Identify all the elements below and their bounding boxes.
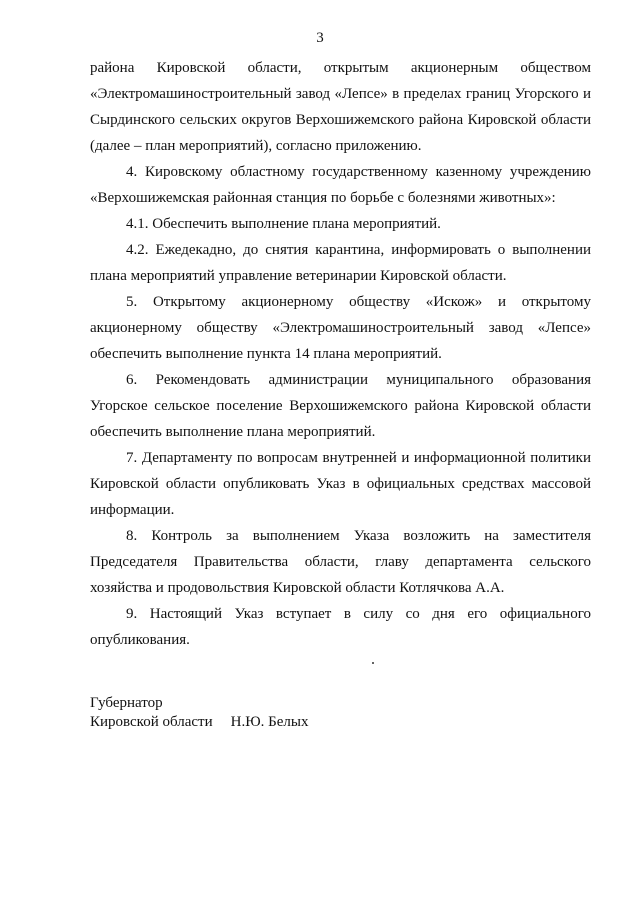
signature-region: Кировской области xyxy=(90,714,213,730)
paragraph-item-8: 8. Контроль за выполнением Указа возложить на заместителя Председателя Правительства области, главу департамента сельского хозяйства и продовольствия Кировской области Котлячкова А.А. xyxy=(90,528,591,596)
paragraph-item-7: 7. Департаменту по вопросам внутренней и информационной политики Кировской области опубликовать Указ в официальных средствах массовой информации. xyxy=(90,450,591,518)
paragraph-item-6: 6. Рекомендовать администрации муниципального образования Угорское сельское поселение Верхошижемского района Кировской области обеспечить выполнение плана мероприятий. xyxy=(90,372,591,440)
signature-name: Н.Ю. Белых xyxy=(230,714,309,730)
signature-region-line xyxy=(90,713,308,732)
paragraph-item-5: 5. Открытому акционерному обществу «Искож» и открытому акционерному обществу «Электромашиностроительный завод «Лепсе» обеспечить выполнение пункта 14 плана мероприятий. xyxy=(90,294,591,362)
paragraph-item-9: 9. Настоящий Указ вступает в силу со дня его официального опубликования. xyxy=(90,606,591,648)
signature-block xyxy=(90,694,308,732)
signature-title: Губернатор xyxy=(90,695,163,711)
paragraph-item-4: 4. Кировскому областному государственному казенному учреждению «Верхошижемская районная станция по борьбе с болезнями животных»: xyxy=(90,164,591,206)
scan-speck xyxy=(372,662,374,664)
document-body xyxy=(90,55,591,653)
paragraph-continuation: района Кировской области, открытым акционерным обществом «Электромашиностроительный завод «Лепсе» в пределах границ Угорского и Сырдинского сельских округов Верхошижемского района Кировской области (далее – план мероприятий), согласно приложению. xyxy=(90,60,591,154)
paragraph-item-4-2: 4.2. Ежедекадно, до снятия карантина, информировать о выполнении плана мероприятий управление ветеринарии Кировской области. xyxy=(90,242,591,284)
page-number: 3 xyxy=(316,30,324,46)
paragraph-item-4-1: 4.1. Обеспечить выполнение плана мероприятий. xyxy=(126,216,441,232)
